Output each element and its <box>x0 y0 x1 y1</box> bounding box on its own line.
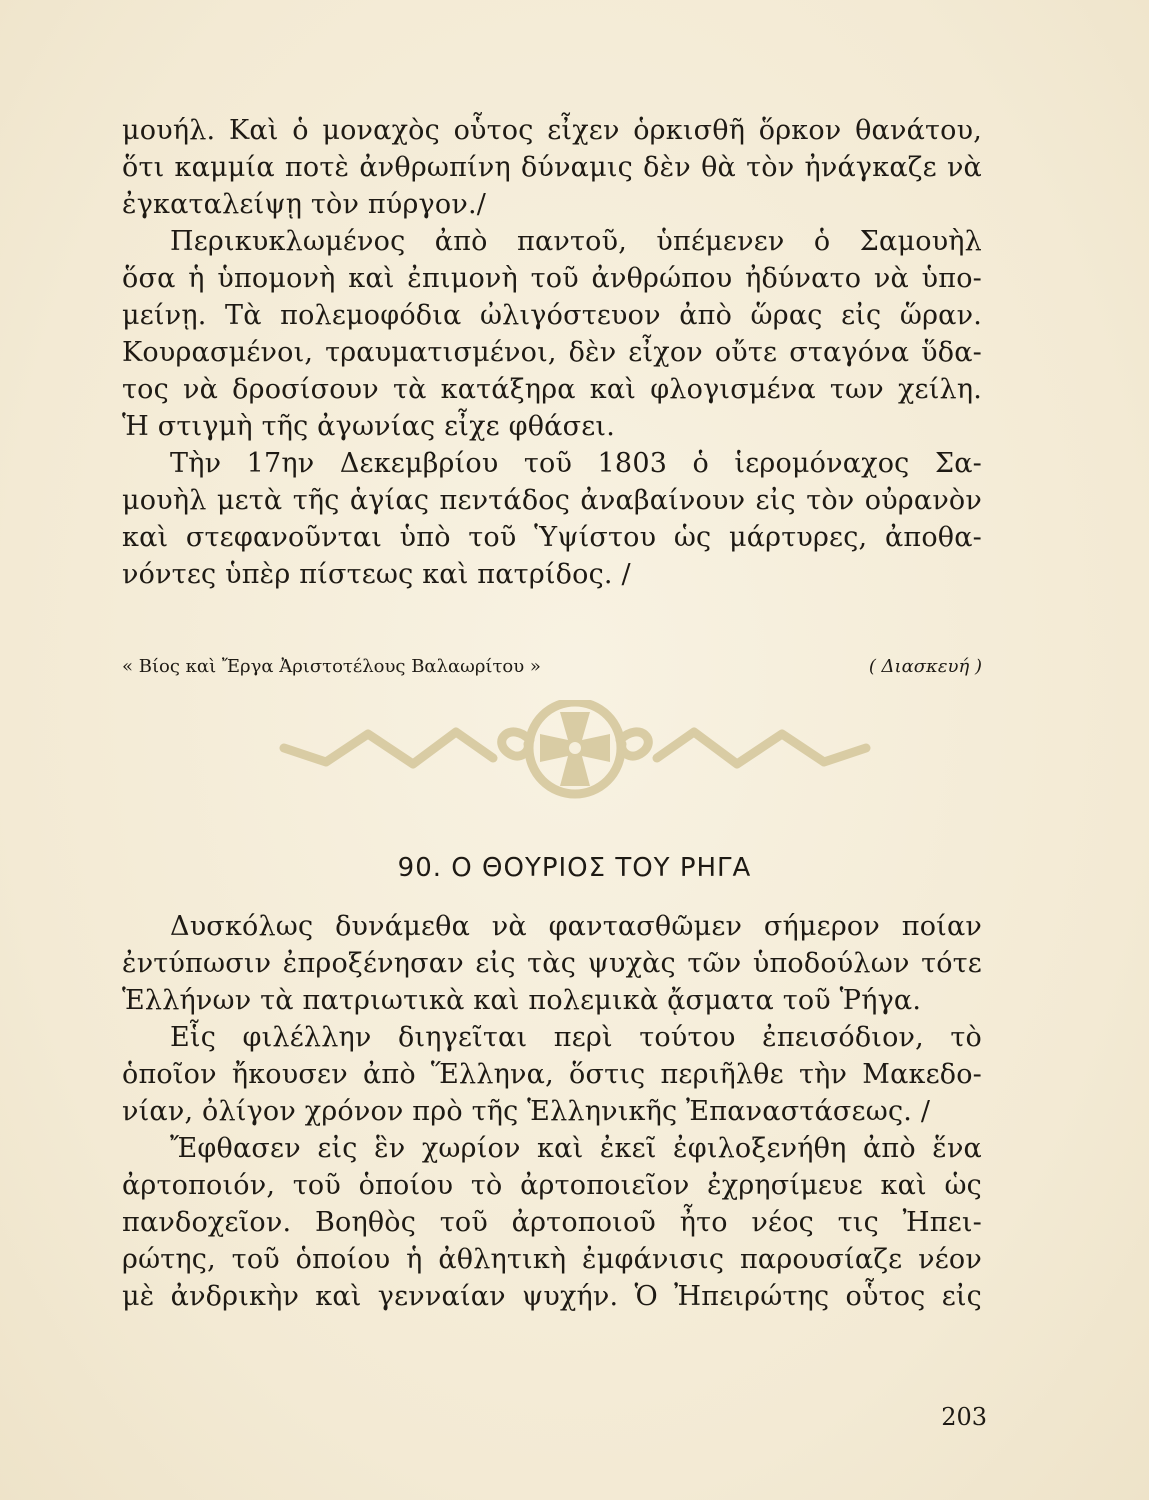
text-line: Εἷς φιλέλλην διηγεῖται περὶ τούτου ἐπεισόδιον, τὸ <box>170 1022 982 1053</box>
text-line: ὅτι καμμία ποτὲ ἀνθρωπίνη δύναμις δὲν θὰ τὸν ἠνάγκαζε νὰ <box>122 152 982 183</box>
text-line: Ἡ στιγμὴ τῆς ἀγωνίας εἶχε φθάσει. <box>122 411 615 442</box>
text-line: ὅσα ἡ ὑπομονὴ καὶ ἐπιμονὴ τοῦ ἀνθρώπου ἠδύνατο νὰ ὑπο- <box>122 263 982 294</box>
text-line: ἐντύπωσιν ἐπροξένησαν εἰς τὰς ψυχὰς τῶν ὑποδούλων τότε <box>122 948 982 979</box>
page-number: 203 <box>941 1403 987 1431</box>
text-line: ὁποῖον ἤκουσεν ἀπὸ Ἕλληνα, ὅστις περιῆλθε τὴν Μακεδο- <box>122 1059 982 1090</box>
text-line: ἐγκαταλείψῃ τὸν πύργον./ <box>122 189 487 220</box>
text-line: ρώτης, τοῦ ὁποίου ἡ ἀθλητικὴ ἐμφάνισις παρουσίαζε νέον <box>122 1244 982 1275</box>
text-line: Τὴν 17ην Δεκεμβρίου τοῦ 1803 ὁ ἱερομόναχος Σα- <box>170 448 982 479</box>
section-heading: 90. Ο ΘΟΥΡΙΟΣ ΤΟΥ ΡΗΓΑ <box>397 853 752 883</box>
text-line: μουήλ. Καὶ ὁ μοναχὸς οὗτος εἶχεν ὁρκισθῆ ὅρκον θανάτου, <box>122 115 982 146</box>
source-title: « Βίος καὶ Ἔργα Ἀριστοτέλους Βαλαωρίτου » <box>122 656 541 677</box>
text-line: τος νὰ δροσίσουν τὰ κατάξηρα καὶ φλογισμένα των χείλη. <box>122 374 982 405</box>
text-line: Ἑλλήνων τὰ πατριωτικὰ καὶ πολεμικὰ ᾄσματα τοῦ Ῥήγα. <box>122 985 922 1016</box>
section-text-block <box>122 908 982 1315</box>
text-line: μουὴλ μετὰ τῆς ἁγίας πεντάδος ἀναβαίνουν εἰς τὸν οὐρανὸν <box>122 485 982 516</box>
text-line: ἀρτοποιόν, τοῦ ὁποίου τὸ ἀρτοποιεῖον ἐχρησίμευε καὶ ὡς <box>122 1170 982 1201</box>
text-line: μὲ ἀνδρικὴν καὶ γενναίαν ψυχήν. Ὁ Ἠπειρώτης οὗτος εἰς <box>122 1281 982 1312</box>
text-line: Ἔφθασεν εἰς ἓν χωρίον καὶ ἐκεῖ ἐφιλοξενήθη ἀπὸ ἕνα <box>170 1133 982 1164</box>
text-line: Δυσκόλως δυνάμεθα νὰ φαντασθῶμεν σήμερον ποίαν <box>170 911 982 942</box>
text-line: μείνῃ. Τὰ πολεμοφόδια ὠλιγόστευον ἀπὸ ὥρας εἰς ὥραν. <box>122 300 982 331</box>
text-line: νόντες ὑπὲρ πίστεως καὶ πατρίδος. / <box>122 559 631 590</box>
source-note: ( Διασκευή ) <box>868 656 982 677</box>
text-line: καὶ στεφανοῦνται ὑπὸ τοῦ Ὑψίστου ὡς μάρτυρες, ἀποθα- <box>122 522 982 553</box>
text-line: Περικυκλωμένος ἀπὸ παντοῦ, ὑπέμενεν ὁ Σαμουὴλ <box>170 226 982 257</box>
text-line: νίαν, ὀλίγον χρόνον πρὸ τῆς Ἑλληνικῆς Ἐπαναστάσεως. / <box>122 1096 931 1127</box>
text-line: Κουρασμένοι, τραυματισμένοι, δὲν εἶχον οὔτε σταγόνα ὕδα- <box>122 337 982 368</box>
source-citation <box>122 654 982 680</box>
text-line: πανδοχεῖον. Βοηθὸς τοῦ ἀρτοποιοῦ ἦτο νέος τις Ἠπει- <box>122 1207 982 1238</box>
top-text-block <box>122 112 982 593</box>
cross-ornament-icon <box>278 700 872 808</box>
